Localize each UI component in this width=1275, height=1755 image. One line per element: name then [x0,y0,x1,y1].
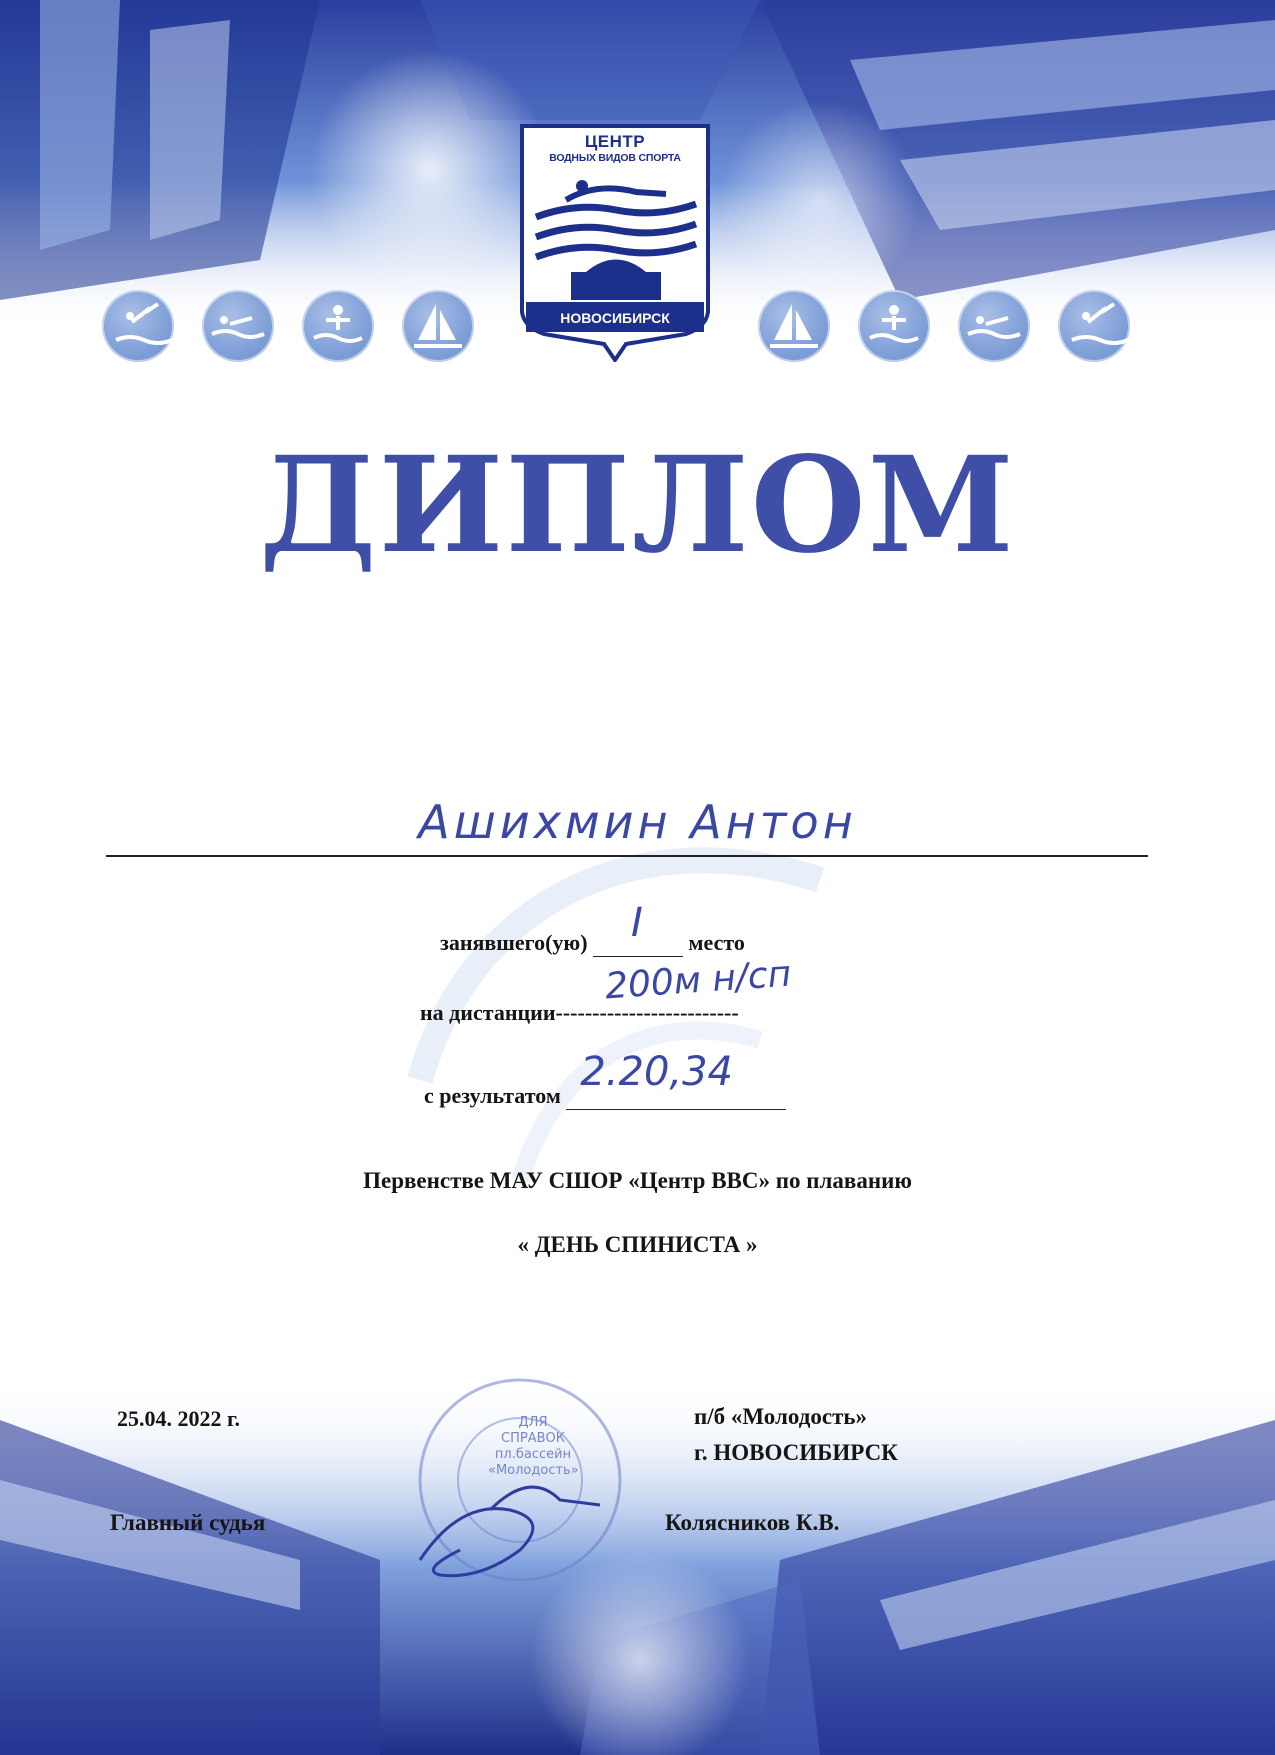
diploma-date: 25.04. 2022 г. [117,1406,241,1431]
diving-icon [102,290,174,362]
water-polo-icon [858,290,930,362]
diploma-title: ДИПЛОМ [259,428,1016,583]
place-line [440,900,745,957]
stamp-line3: пл.бассейн [494,1447,572,1462]
place-suffix: место [688,930,745,955]
distance-value: 200м н/сп [603,953,793,1008]
event-title: Первенстве МАУ СШОР «Центр ВВС» по плаванию [363,1168,912,1193]
event-name: « ДЕНЬ СПИНИСТА » [517,1232,758,1257]
diving-icon [1058,290,1130,362]
venue-city: г. НОВОСИБИРСК [694,1440,898,1465]
place-label: занявшего(ую) [440,930,588,955]
place-blank [593,900,683,957]
judge-name: Колясников К.В. [665,1510,840,1535]
stamp-line4: «Молодость» [488,1463,579,1478]
result-blank [566,1049,786,1110]
place-value: I [631,900,643,946]
swimming-icon [202,290,274,362]
venue-name: п/б «Молодость» [694,1404,868,1429]
stamp-line1: ДЛЯ [518,1415,548,1430]
stamp-seal-icon [400,1360,640,1620]
stamp-text [488,1415,578,1479]
result-label: с результатом [424,1083,561,1108]
name-underline [106,855,1148,857]
logo-subtitle: ВОДНЫХ ВИДОВ СПОРТА [549,152,681,164]
sailing-icon [402,290,474,362]
sailing-icon [758,290,830,362]
judge-label: Главный судья [110,1510,266,1535]
distance-label: на дистанции [420,1000,556,1025]
logo-city: НОВОСИБИРСК [560,310,670,326]
logo-title: ЦЕНТР [584,132,646,151]
distance-line [420,1000,739,1026]
stamp-line2: СПРАВОК [501,1431,565,1446]
recipient-name: Ашихмин Антон [418,795,857,849]
result-line [424,1049,786,1110]
logo-shield [516,122,714,362]
swimming-icon [958,290,1030,362]
water-polo-icon [302,290,374,362]
result-value: 2.20,34 [580,1049,734,1095]
distance-dashes: ------------------------- [555,1000,739,1025]
